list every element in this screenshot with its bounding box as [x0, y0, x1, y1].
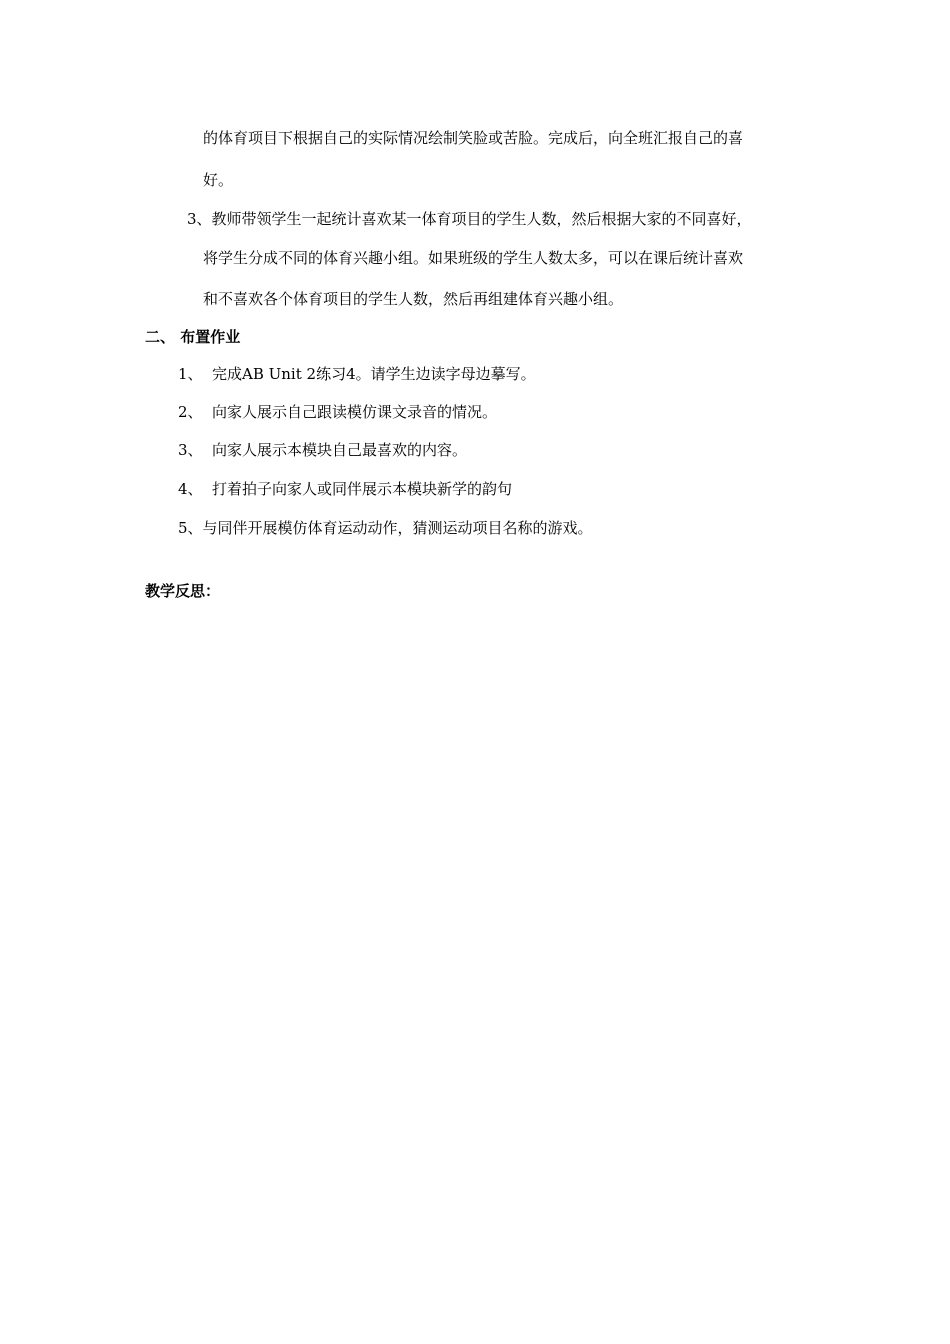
step-3-line-3: 和不喜欢各个体育项目的学生人数，然后再组建体育兴趣小组。	[203, 290, 624, 308]
homework-item-number: 4、	[178, 480, 203, 498]
step-3-line-1: 3、教师带领学生一起统计喜欢某一体育项目的学生人数，然后根据大家的不同喜好，	[187, 210, 752, 228]
homework-item-number: 1、	[178, 365, 203, 383]
homework-item-text: 向家人展示自己跟读模仿课文录音的情况。	[212, 403, 498, 421]
homework-heading: 二、 布置作业	[145, 328, 241, 346]
reflection-heading: 教学反思：	[145, 582, 221, 600]
step-3-line-2: 将学生分成不同的体育兴趣小组。如果班级的学生人数太多，可以在课后统计喜欢	[203, 249, 744, 267]
homework-item-number: 3、	[178, 441, 203, 459]
homework-item-text: 向家人展示本模块自己最喜欢的内容。	[212, 441, 468, 459]
continuation-line-2: 好。	[203, 171, 234, 189]
homework-item-number: 2、	[178, 403, 203, 421]
homework-item-5: 5、与同伴开展模仿体育运动动作，猜测运动项目名称的游戏。	[178, 519, 593, 537]
continuation-line-1: 的体育项目下根据自己的实际情况绘制笑脸或苦脸。完成后，向全班汇报自己的喜	[203, 129, 744, 147]
homework-item-text: 打着拍子向家人或同伴展示本模块新学的韵句	[212, 480, 513, 498]
homework-item-text: 完成AB Unit 2练习4。请学生边读字母边摹写。	[212, 365, 536, 383]
